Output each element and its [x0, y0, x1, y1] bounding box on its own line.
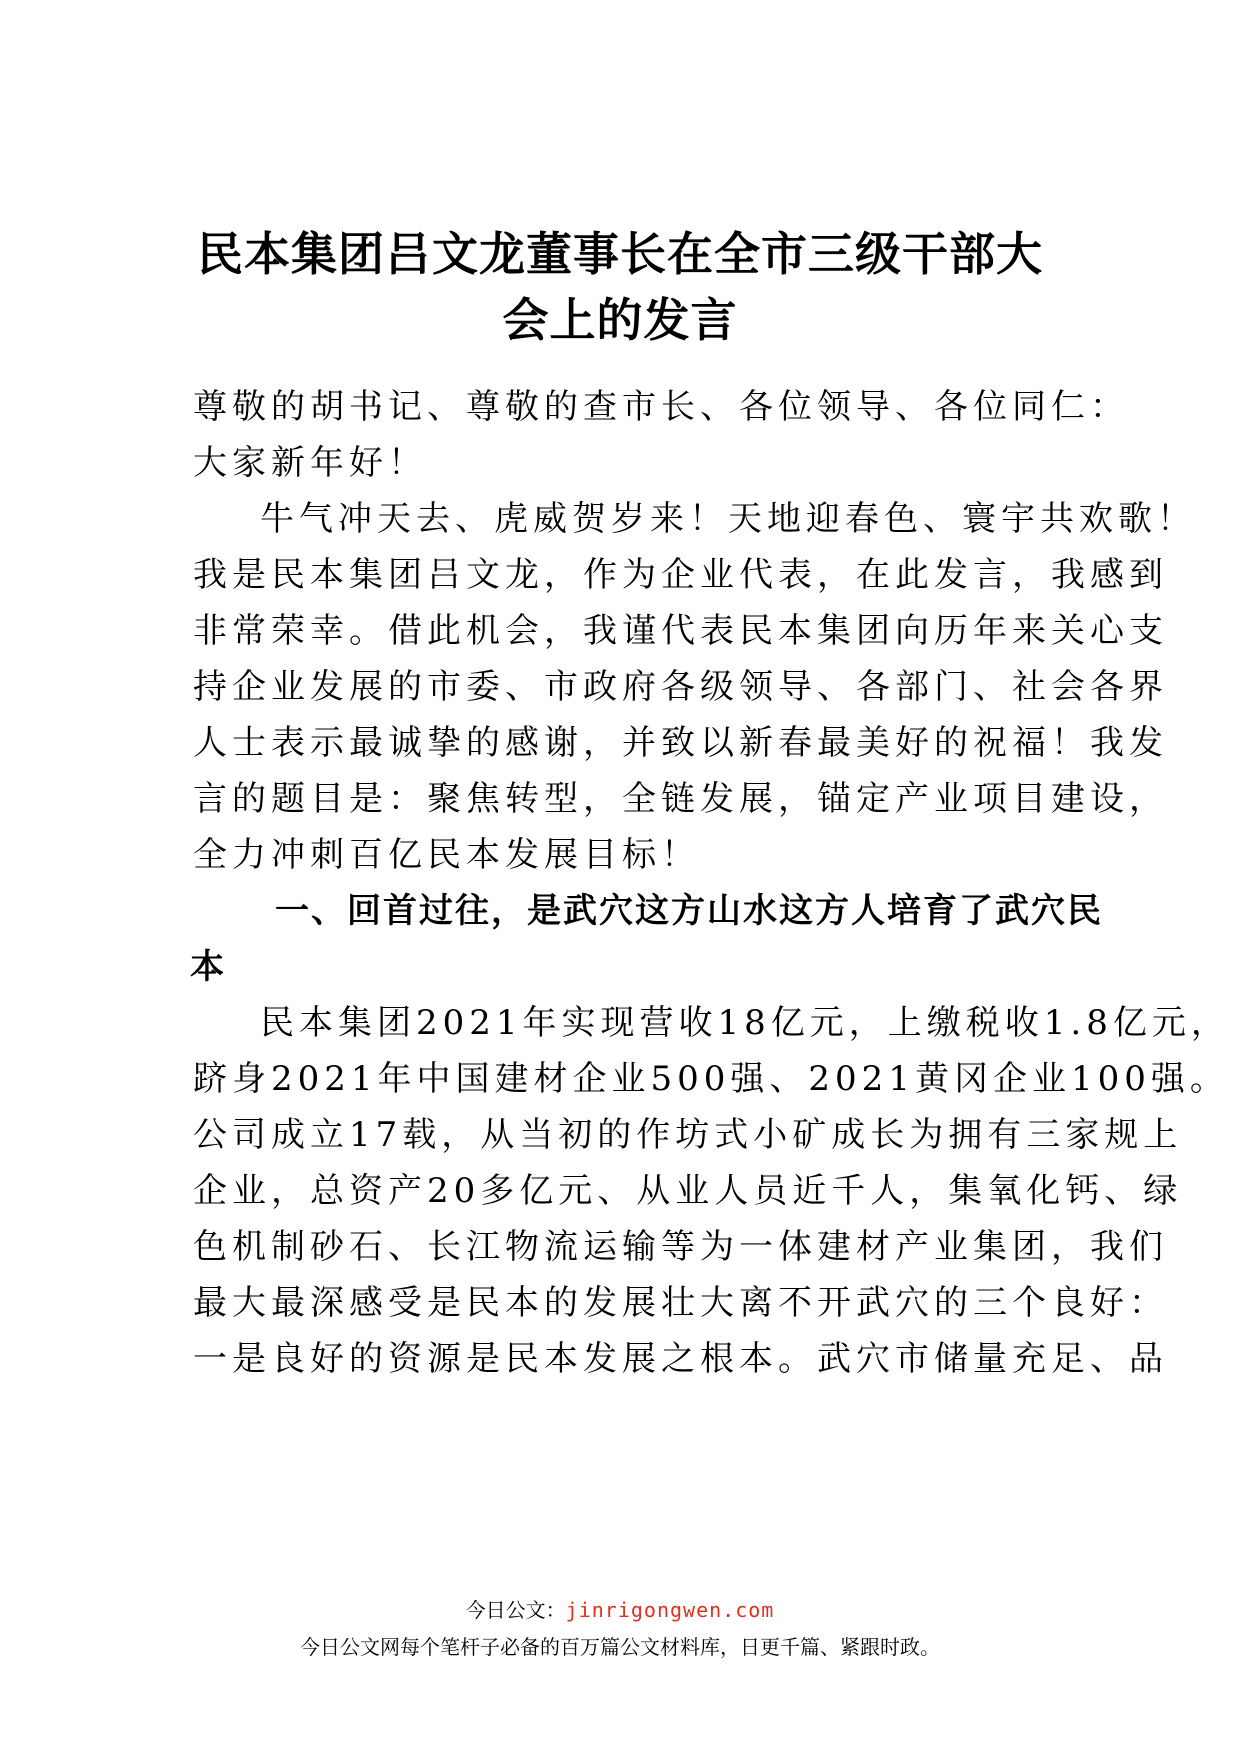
- section-1-heading-line-2: 本: [190, 947, 226, 987]
- paragraph-1-line: 牛气冲天去、虎威贺岁来！天地迎春色、寰宇共欢歌！: [260, 499, 1196, 539]
- paragraph-1-line: 全力冲刺百亿民本发展目标！: [193, 835, 700, 875]
- greeting: 大家新年好！: [193, 443, 427, 483]
- document-title-line-2: 会上的发言: [502, 293, 738, 347]
- footer-site-link: [0, 1597, 1240, 1623]
- paragraph-1-line: 非常荣幸。借此机会，我谨代表民本集团向历年来关心支: [193, 611, 1168, 651]
- paragraph-2-line: 一是良好的资源是民本发展之根本。武穴市储量充足、品: [193, 1339, 1168, 1379]
- paragraph-1-line: 持企业发展的市委、市政府各级领导、各部门、社会各界: [193, 667, 1168, 707]
- paragraph-2-line: 色机制砂石、长江物流运输等为一体建材产业集团，我们: [193, 1227, 1168, 1267]
- paragraph-2-line: 公司成立17载，从当初的作坊式小矿成长为拥有三家规上: [193, 1115, 1183, 1155]
- footer-tagline: 今日公文网每个笔杆子必备的百万篇公文材料库，日更千篇、紧跟时政。: [300, 1635, 940, 1659]
- paragraph-2-line: 最大最深感受是民本的发展壮大离不开武穴的三个良好：: [193, 1283, 1168, 1323]
- paragraph-1-line: 我是民本集团吕文龙，作为企业代表，在此发言，我感到: [193, 555, 1168, 595]
- paragraph-1-line: 言的题目是：聚焦转型，全链发展，锚定产业项目建设，: [193, 779, 1168, 819]
- paragraph-2-line: 民本集团2021年实现营收18亿元，上缴税收1.8亿元，: [260, 1003, 1230, 1043]
- footer-site-url[interactable]: jinrigongwen.com: [565, 1598, 775, 1622]
- paragraph-2-line: 跻身2021年中国建材企业500强、2021黄冈企业100强。: [193, 1059, 1229, 1099]
- paragraph-2-line: 企业，总资产20多亿元、从业人员近千人，集氧化钙、绿: [193, 1171, 1183, 1211]
- section-1-heading-line-1: 一、回首过往，是武穴这方山水这方人培育了武穴民: [275, 891, 1103, 931]
- footer-site-label: 今日公文：: [465, 1598, 566, 1622]
- document-title-line-1: 民本集团吕文龙董事长在全市三级干部大: [197, 227, 1043, 281]
- paragraph-1-line: 人士表示最诚挚的感谢，并致以新春最美好的祝福！我发: [193, 723, 1168, 763]
- salutation: 尊敬的胡书记、尊敬的查市长、各位领导、各位同仁：: [193, 387, 1129, 427]
